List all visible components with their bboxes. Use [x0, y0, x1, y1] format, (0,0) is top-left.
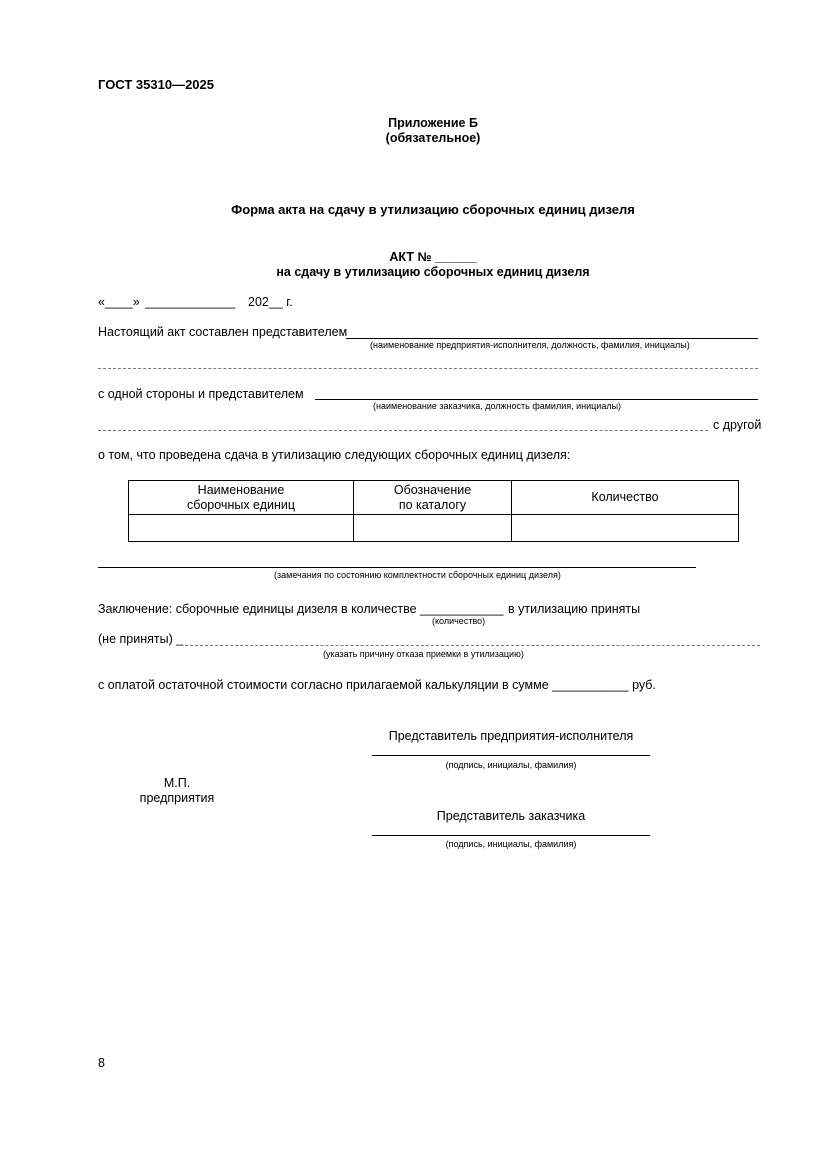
not-accepted-label: (не приняты) _ — [98, 632, 184, 646]
appendix-title: Приложение Б — [388, 116, 478, 130]
other-side-label: с другой — [713, 418, 762, 432]
remarks-caption: (замечания по состоянию комплектности сборочных единиц дизеля) — [274, 570, 561, 580]
date-month-field: _____________ — [145, 295, 236, 309]
column-header-designation — [354, 481, 512, 515]
customer-name-line — [315, 399, 758, 400]
rejection-reason-caption: (указать причину отказа приемки в утилизацию) — [323, 649, 524, 659]
executor-representative-title: Представитель предприятия-исполнителя — [388, 729, 634, 743]
page-number: 8 — [98, 1056, 105, 1070]
column-header-name-line2: сборочных единиц — [186, 497, 296, 512]
customer-name-caption: (наименование заказчика, должность фамилия, инициалы) — [373, 401, 622, 411]
act-title: АКТ № ______ — [389, 250, 477, 264]
conclusion-text: Заключение: сборочные единицы дизеля в количестве ____________ — [98, 602, 504, 616]
quantity-caption: (количество) — [432, 616, 486, 626]
payment-text: с оплатой остаточной стоимости согласно прилагаемой калькуляции в сумме ___________ руб. — [98, 678, 656, 692]
column-header-name — [129, 481, 354, 515]
one-side-label: с одной стороны и представителем — [98, 387, 304, 401]
rejection-reason-line — [185, 645, 760, 646]
about-text: о том, что проведена сдача в утилизацию следующих сборочных единиц дизеля: — [98, 448, 571, 462]
column-header-designation-line2: по каталогу — [398, 497, 467, 512]
conclusion-accepted: в утилизацию приняты — [508, 602, 641, 616]
date-day-field: «____» — [98, 295, 140, 309]
executor-name-line — [346, 338, 758, 339]
column-header-quantity — [512, 481, 739, 515]
appendix-status: (обязательное) — [385, 131, 481, 145]
executor-signature-line — [372, 755, 650, 756]
column-header-quantity-line1: Количество — [591, 490, 659, 504]
act-subtitle: на сдачу в утилизацию сборочных единиц дизеля — [276, 265, 590, 279]
executor-name-continuation-line — [98, 368, 758, 369]
customer-name-continuation-line — [98, 430, 708, 431]
customer-signature-caption: (подпись, инициалы, фамилия) — [445, 839, 577, 849]
table-row — [129, 515, 739, 542]
assembly-units-table — [128, 480, 739, 542]
form-title: Форма акта на сдачу в утилизацию сборочных единиц дизеля — [231, 202, 635, 217]
table-cell-designation — [354, 515, 512, 542]
table-cell-quantity — [512, 515, 739, 542]
customer-signature-line — [372, 835, 650, 836]
remarks-line — [98, 567, 696, 568]
executor-name-caption: (наименование предприятия-исполнителя, должность, фамилия, инициалы) — [370, 340, 690, 350]
table-header-row — [129, 481, 739, 515]
stamp-label-org: предприятия — [139, 791, 215, 805]
column-header-name-line1: Наименование — [197, 482, 285, 497]
customer-representative-title: Представитель заказчика — [436, 809, 586, 823]
date-year: 202__ г. — [248, 295, 293, 309]
table-cell-name — [129, 515, 354, 542]
column-header-designation-line1: Обозначение — [393, 482, 472, 497]
executor-signature-caption: (подпись, инициалы, фамилия) — [445, 760, 577, 770]
stamp-label: М.П. — [163, 776, 191, 790]
drawn-up-label: Настоящий акт составлен представителем — [98, 325, 348, 339]
standard-number: ГОСТ 35310—2025 — [98, 77, 214, 92]
